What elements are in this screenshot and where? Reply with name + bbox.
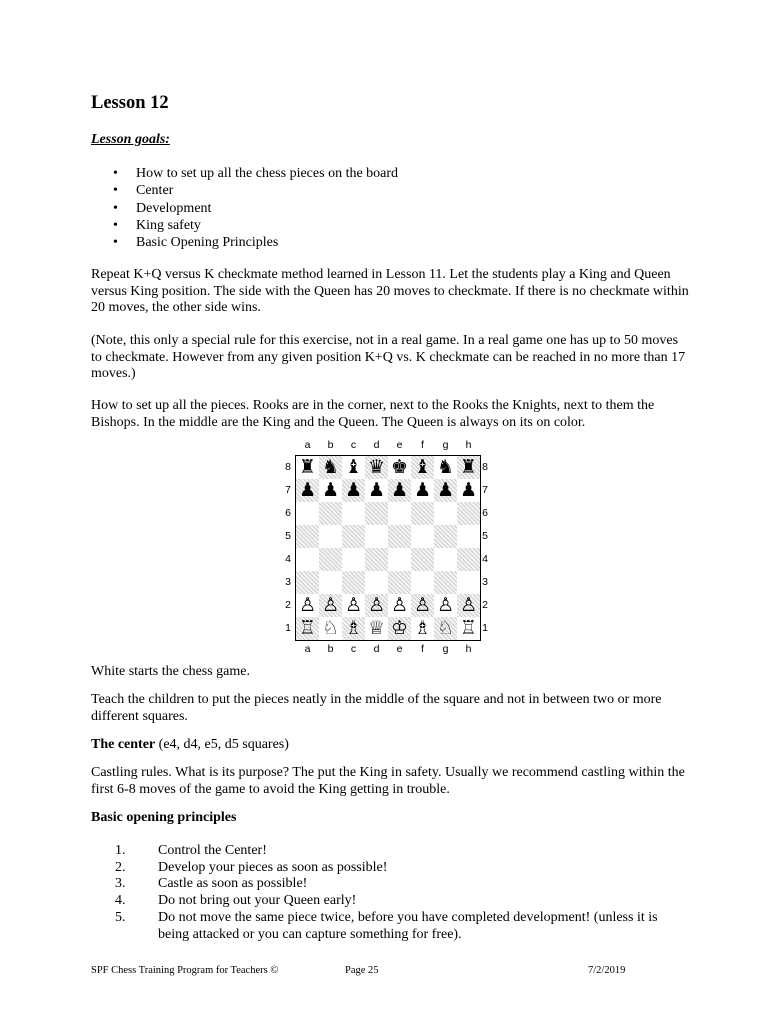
board-square-g2: ♙ — [434, 594, 457, 617]
board-square-g7: ♟ — [434, 479, 457, 502]
board-square-e7: ♟ — [388, 479, 411, 502]
board-square-e1: ♔ — [388, 617, 411, 640]
principles-list — [91, 843, 691, 943]
board-square-f7: ♟ — [411, 479, 434, 502]
board-square-d1: ♕ — [365, 617, 388, 640]
board-square-f3 — [411, 571, 434, 594]
rank-label: 3 — [285, 576, 291, 588]
rank-label: 4 — [482, 553, 488, 565]
rank-labels-right — [479, 456, 491, 640]
file-label: f — [421, 643, 424, 655]
board-square-g8: ♞ — [434, 456, 457, 479]
rank-label: 3 — [482, 576, 488, 588]
board-square-b5 — [319, 525, 342, 548]
principle-number: 5. — [115, 909, 126, 925]
principle-item — [91, 876, 691, 893]
board-square-e4 — [388, 548, 411, 571]
board-square-a7: ♟ — [296, 479, 319, 502]
board-square-d6 — [365, 502, 388, 525]
chess-board-diagram — [282, 438, 492, 658]
board-square-h1: ♖ — [457, 617, 480, 640]
board-square-h2: ♙ — [457, 594, 480, 617]
file-label: d — [373, 439, 380, 451]
board-square-g1: ♘ — [434, 617, 457, 640]
paragraph-white-starts: White starts the chess game. — [91, 664, 251, 679]
footer-date: 7/2/2019 — [588, 965, 626, 976]
footer-page-number: Page 25 — [345, 965, 379, 976]
board-square-d7: ♟ — [365, 479, 388, 502]
board-square-c7: ♟ — [342, 479, 365, 502]
board-square-a2: ♙ — [296, 594, 319, 617]
lesson-goals-list — [113, 165, 398, 251]
board-square-d8: ♛ — [365, 456, 388, 479]
file-label: a — [304, 439, 311, 451]
board-square-f6 — [411, 502, 434, 525]
file-label: c — [350, 643, 357, 655]
board-square-b3 — [319, 571, 342, 594]
board-square-g4 — [434, 548, 457, 571]
principle-item — [91, 843, 691, 860]
board-square-d2: ♙ — [365, 594, 388, 617]
board-square-c4 — [342, 548, 365, 571]
principle-number: 2. — [115, 859, 126, 875]
rank-label: 2 — [482, 599, 488, 611]
file-labels-top — [296, 438, 480, 452]
principle-text: Do not move the same piece twice, before you have completed development! (unless it is being attacked or you can capture something for free). — [158, 909, 658, 942]
paragraph-teach: Teach the children to put the pieces neatly in the middle of the square and not in between two or more different squares. — [91, 692, 662, 724]
principle-text: Develop your pieces as soon as possible! — [158, 859, 388, 875]
board-square-h8: ♜ — [457, 456, 480, 479]
paragraph-castling: Castling rules. What is its purpose? The put the King in safety. Usually we recommend castling within the first 6-8 moves of the game to avoid the King getting in trouble. — [91, 765, 685, 797]
file-label: g — [442, 439, 449, 451]
board-square-f2: ♙ — [411, 594, 434, 617]
board-square-g6 — [434, 502, 457, 525]
paragraph-repeat: Repeat K+Q versus K checkmate method learned in Lesson 11. Let the students play a King and Queen versus King position. The side with the Queen has 20 moves to checkmate. If there is no checkmate within 20 moves, the other side wins. — [91, 267, 689, 316]
center-detail: (e4, d4, e5, d5 squares) — [155, 737, 289, 752]
principle-text: Castle as soon as possible! — [158, 876, 308, 892]
board-square-a4 — [296, 548, 319, 571]
rank-label: 2 — [285, 599, 291, 611]
board-square-e5 — [388, 525, 411, 548]
board-square-f4 — [411, 548, 434, 571]
lesson-title: Lesson 12 — [91, 93, 169, 113]
file-labels-bottom — [296, 642, 480, 656]
board-square-b7: ♟ — [319, 479, 342, 502]
board-square-h6 — [457, 502, 480, 525]
file-label: h — [465, 439, 472, 451]
board-square-c3 — [342, 571, 365, 594]
board-square-b2: ♙ — [319, 594, 342, 617]
principles-heading: Basic opening principles — [91, 810, 237, 825]
rank-label: 5 — [285, 530, 291, 542]
principle-item — [91, 910, 691, 943]
rank-labels-left — [282, 456, 294, 640]
goal-item: • King safety — [113, 217, 398, 234]
paragraph-note: (Note, this only a special rule for this exercise, not in a real game. In a real game one has up to 50 moves to checkmate. However from any given position K+Q vs. K checkmate can be reached in no more than 17 moves.) — [91, 333, 686, 382]
board-square-a8: ♜ — [296, 456, 319, 479]
board-square-c5 — [342, 525, 365, 548]
file-label: g — [442, 643, 449, 655]
board-square-f8: ♝ — [411, 456, 434, 479]
file-label: c — [350, 439, 357, 451]
board-square-d4 — [365, 548, 388, 571]
principle-text: Control the Center! — [158, 843, 267, 858]
rank-label: 6 — [285, 507, 291, 519]
board-square-b6 — [319, 502, 342, 525]
board-square-d5 — [365, 525, 388, 548]
board-square-a6 — [296, 502, 319, 525]
principle-text: Do not bring out your Queen early! — [158, 893, 357, 909]
file-label: f — [421, 439, 424, 451]
board-square-d3 — [365, 571, 388, 594]
board-square-g5 — [434, 525, 457, 548]
board-square-c1: ♗ — [342, 617, 365, 640]
file-label: e — [396, 643, 403, 655]
rank-label: 6 — [482, 507, 488, 519]
board-square-e6 — [388, 502, 411, 525]
board-square-e3 — [388, 571, 411, 594]
lesson-goals-heading: Lesson goals: — [91, 132, 170, 147]
board-square-h5 — [457, 525, 480, 548]
board-square-f1: ♗ — [411, 617, 434, 640]
paragraph-setup: How to set up all the pieces. Rooks are in the corner, next to the Rooks the Knights, next to them the Bishops. In the middle are the King and the Queen. The Queen is always on its on color. — [91, 398, 655, 430]
board-square-a5 — [296, 525, 319, 548]
rank-label: 1 — [482, 622, 488, 634]
file-label: a — [304, 643, 311, 655]
goal-item: • Center — [113, 182, 398, 199]
principle-number: 3. — [115, 876, 126, 892]
board-square-f5 — [411, 525, 434, 548]
principle-item — [91, 893, 691, 910]
principle-number: 1. — [115, 843, 126, 858]
board-square-b8: ♞ — [319, 456, 342, 479]
principle-item — [91, 860, 691, 877]
rank-label: 5 — [482, 530, 488, 542]
board-square-b4 — [319, 548, 342, 571]
paragraph-center — [91, 737, 691, 754]
board-square-c6 — [342, 502, 365, 525]
rank-label: 7 — [482, 484, 488, 496]
file-label: b — [327, 643, 334, 655]
center-label: The center — [91, 737, 156, 752]
rank-label: 4 — [285, 553, 291, 565]
rank-label: 8 — [482, 461, 488, 473]
rank-label: 7 — [285, 484, 291, 496]
chess-board — [295, 455, 481, 641]
goal-item: • How to set up all the chess pieces on the board — [113, 165, 398, 182]
board-square-g3 — [434, 571, 457, 594]
file-label: d — [373, 643, 380, 655]
principle-number: 4. — [115, 893, 126, 909]
rank-label: 8 — [285, 461, 291, 473]
file-label: e — [396, 439, 403, 451]
footer-left: SPF Chess Training Program for Teachers © — [91, 965, 279, 976]
board-square-c8: ♝ — [342, 456, 365, 479]
goal-item: • Development — [113, 200, 398, 217]
goal-item: • Basic Opening Principles — [113, 234, 398, 251]
board-square-h7: ♟ — [457, 479, 480, 502]
file-label: h — [465, 643, 472, 655]
board-square-e8: ♚ — [388, 456, 411, 479]
rank-label: 1 — [285, 622, 291, 634]
board-square-e2: ♙ — [388, 594, 411, 617]
file-label: b — [327, 439, 334, 451]
board-square-a3 — [296, 571, 319, 594]
board-square-h3 — [457, 571, 480, 594]
board-square-h4 — [457, 548, 480, 571]
board-square-a1: ♖ — [296, 617, 319, 640]
board-square-b1: ♘ — [319, 617, 342, 640]
board-square-c2: ♙ — [342, 594, 365, 617]
